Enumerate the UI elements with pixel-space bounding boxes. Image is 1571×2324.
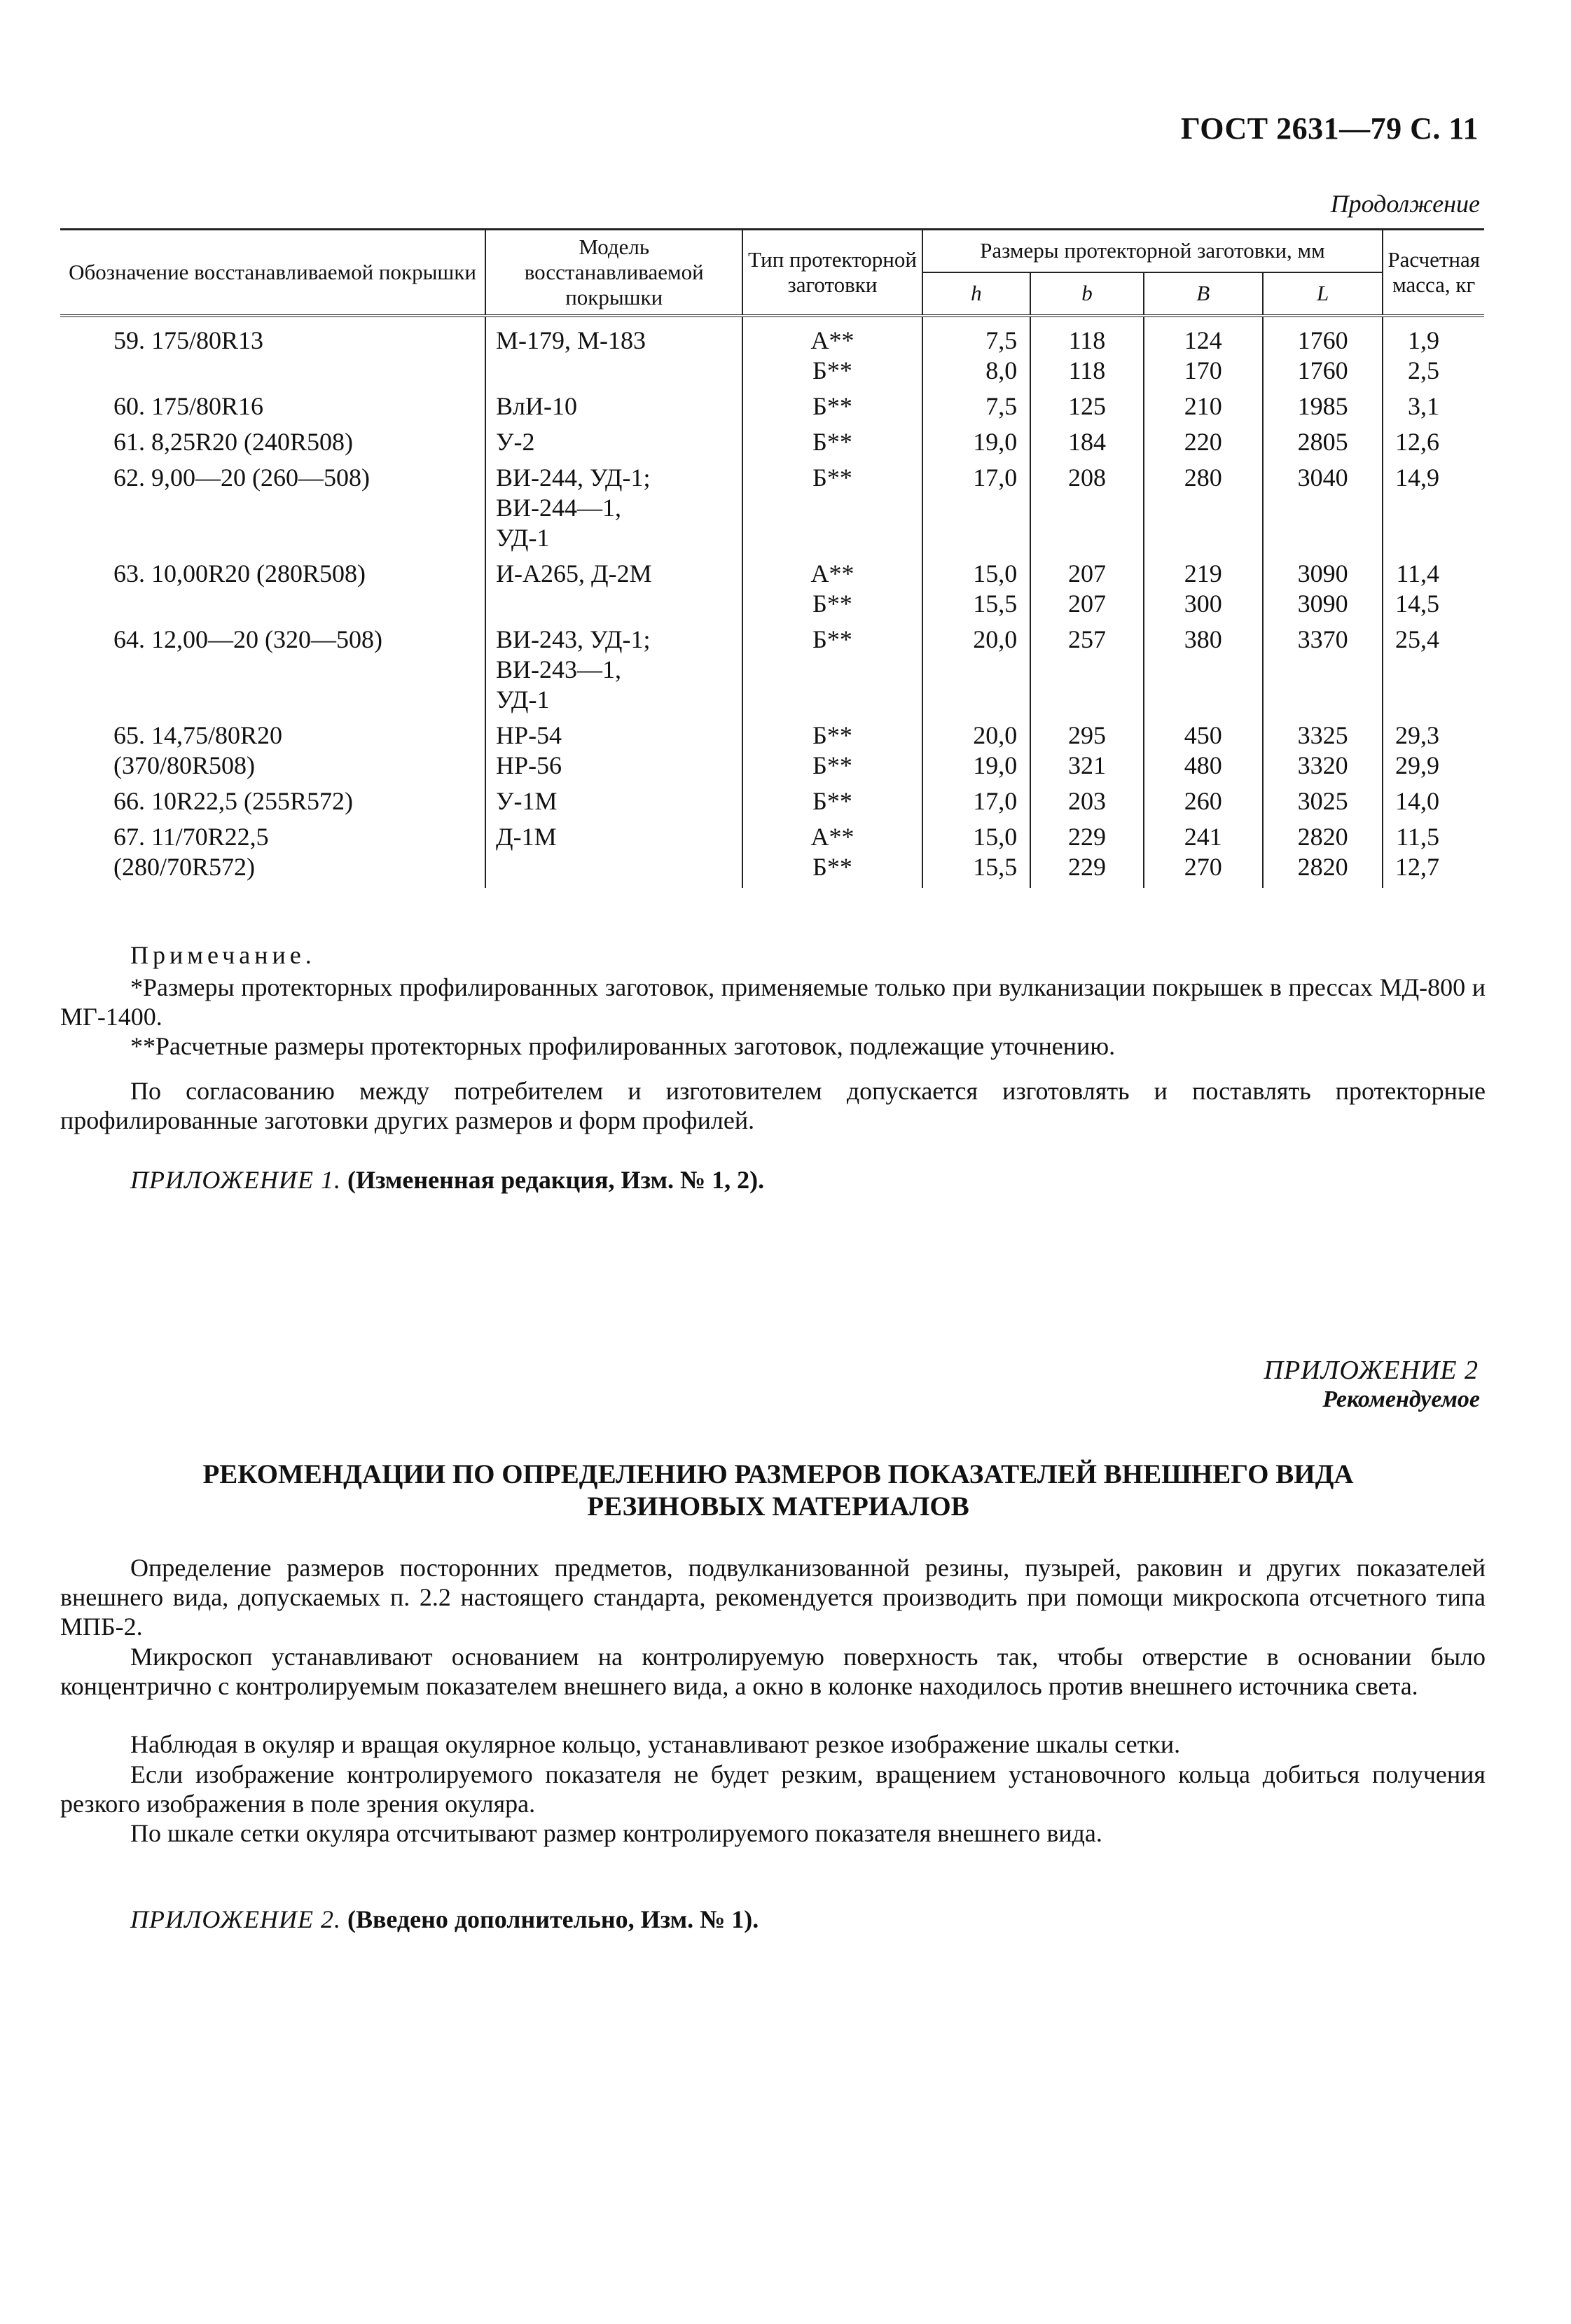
cell-model-line: И-А265, Д-2М: [496, 559, 652, 587]
cell-h: [922, 461, 1031, 557]
cell-B-line: 241: [1184, 823, 1222, 851]
cell-b-line: 118: [1068, 356, 1106, 384]
cell-designation: [60, 718, 485, 784]
cell-h-line: 7,5: [985, 326, 1018, 354]
table-row: [60, 389, 1484, 425]
cell-b: [1030, 316, 1143, 389]
cell-mass: [1383, 461, 1484, 557]
cell-type-line: Б**: [812, 428, 852, 456]
cell-model: [485, 820, 742, 888]
header-B: B: [1144, 272, 1263, 316]
cell-type: [742, 820, 922, 888]
cell-L-line: 3090: [1297, 590, 1348, 618]
cell-designation: [60, 784, 485, 820]
cell-designation: [60, 557, 485, 622]
cell-B: [1144, 718, 1263, 784]
cell-h-line: 17,0: [973, 464, 1018, 492]
cell-h-line: 17,0: [973, 787, 1018, 815]
cell-B-line: 170: [1184, 356, 1222, 384]
cell-L: [1263, 622, 1383, 718]
cell-model: [485, 784, 742, 820]
cell-mass-line: 1,9: [1408, 326, 1439, 354]
cell-h-line: 20,0: [973, 625, 1018, 653]
cell-b-line: 118: [1068, 326, 1106, 354]
cell-designation-line: 62. 9,00—20 (260—508): [113, 464, 370, 492]
appendix1-label: ПРИЛОЖЕНИЕ 1.: [130, 1166, 341, 1194]
cell-L: [1263, 425, 1383, 461]
cell-type: [742, 718, 922, 784]
cell-designation-line: 64. 12,00—20 (320—508): [113, 625, 382, 653]
cell-designation: [60, 316, 485, 389]
cell-model-line: ВлИ-10: [496, 392, 578, 420]
appendix2-status: Рекомендуемое: [1322, 1386, 1480, 1412]
cell-h: [922, 784, 1031, 820]
cell-type: [742, 425, 922, 461]
cell-B-line: 219: [1184, 559, 1222, 587]
cell-L-line: 3025: [1297, 787, 1348, 815]
appendix1-text: (Измененная редакция, Изм. № 1, 2).: [347, 1166, 765, 1194]
cell-b-line: 295: [1067, 721, 1106, 749]
cell-h-line: 15,0: [973, 823, 1018, 851]
appendix2-paragraph-5: По шкале сетки окуляра отсчитывают размер контролируемого показателя внешнего вида.: [130, 1819, 1102, 1847]
cell-type: [742, 557, 922, 622]
cell-L: [1263, 557, 1383, 622]
cell-L: [1263, 461, 1383, 557]
cell-type-line: Б**: [812, 787, 852, 815]
cell-model-line: ВИ-244, УД-1;: [496, 464, 651, 492]
cell-b: [1030, 425, 1143, 461]
cell-b-line: 321: [1067, 751, 1106, 779]
cell-designation: [60, 425, 485, 461]
cell-L-line: 3090: [1297, 559, 1348, 587]
cell-type-line: А**: [810, 823, 854, 851]
cell-h-line: 8,0: [985, 356, 1018, 384]
cell-mass-line: 14,0: [1395, 787, 1439, 815]
cell-type: [742, 784, 922, 820]
cell-h-line: 19,0: [973, 428, 1018, 456]
cell-type: [742, 316, 922, 389]
cell-mass-line: 11,5: [1396, 823, 1439, 851]
cell-b-line: 229: [1067, 823, 1106, 851]
document-header: ГОСТ 2631—79 С. 11: [1180, 111, 1479, 146]
appendix2-title-line1: РЕКОМЕНДАЦИИ ПО ОПРЕДЕЛЕНИЮ РАЗМЕРОВ ПОКАЗАТЕЛЕЙ ВНЕШНЕГО ВИДА: [202, 1459, 1354, 1489]
cell-L-line: 1760: [1297, 356, 1348, 384]
cell-type: [742, 461, 922, 557]
cell-b-line: 207: [1067, 590, 1106, 618]
cell-model-line: У-2: [496, 428, 535, 456]
cell-h: [922, 425, 1031, 461]
cell-mass: [1383, 425, 1484, 461]
cell-mass-line: 29,9: [1395, 751, 1439, 779]
cell-designation-line: (280/70R572): [113, 853, 255, 881]
cell-type-line: Б**: [812, 464, 852, 492]
cell-L: [1263, 718, 1383, 784]
cell-mass: [1383, 557, 1484, 622]
cell-b: [1030, 389, 1143, 425]
cell-mass-line: 12,6: [1395, 428, 1439, 456]
cell-L-line: 3320: [1297, 751, 1348, 779]
cell-model-line: ВИ-244—1,: [496, 494, 622, 522]
agreement-paragraph: По согласованию между потребителем и изготовителем допускается изготовлять и поставлять протекторные профилированные заготовки других размеров и форм профилей.: [60, 1077, 1486, 1134]
cell-b: [1030, 820, 1143, 888]
cell-type-line: Б**: [812, 853, 852, 881]
table-row: [60, 718, 1484, 784]
cell-L-line: 2820: [1297, 853, 1348, 881]
cell-b-line: 208: [1067, 464, 1106, 492]
cell-B-line: 270: [1184, 853, 1222, 881]
cell-b: [1030, 461, 1143, 557]
table-row: [60, 316, 1484, 389]
header-L: L: [1263, 272, 1383, 316]
cell-L-line: 3325: [1297, 721, 1348, 749]
cell-type-line: Б**: [812, 392, 852, 420]
cell-model: [485, 389, 742, 425]
note-title: Примечание.: [130, 941, 316, 969]
table-row: [60, 461, 1484, 557]
cell-model-line: НР-56: [496, 751, 562, 779]
cell-mass-line: 2,5: [1408, 356, 1439, 384]
appendix2-paragraph-2: Микроскоп устанавливают основанием на контролируемую поверхность так, чтобы отверстие в основании было концентрично с контролируемым показателем внешнего вида, а окно в колонке находилось против внешнего источника света.: [60, 1643, 1486, 1700]
cell-B: [1144, 389, 1263, 425]
cell-h: [922, 622, 1031, 718]
cell-h: [922, 820, 1031, 888]
cell-model-line: УД-1: [496, 524, 550, 552]
appendix2-ref-text: (Введено дополнительно, Изм. № 1).: [347, 1905, 759, 1933]
cell-L-line: 3370: [1297, 625, 1348, 653]
cell-model: [485, 461, 742, 557]
cell-L: [1263, 784, 1383, 820]
cell-designation-line: 61. 8,25R20 (240R508): [113, 428, 353, 456]
table-row: [60, 425, 1484, 461]
cell-model: [485, 622, 742, 718]
header-type: Тип протекторной заготовки: [742, 230, 922, 316]
cell-type-line: А**: [810, 559, 854, 587]
cell-b-line: 229: [1067, 853, 1106, 881]
cell-B-line: 220: [1184, 428, 1222, 456]
cell-type: [742, 389, 922, 425]
cell-model: [485, 718, 742, 784]
cell-mass: [1383, 316, 1484, 389]
cell-B: [1144, 425, 1263, 461]
cell-B-line: 210: [1184, 392, 1222, 420]
cell-mass: [1383, 622, 1484, 718]
cell-mass-line: 11,4: [1396, 559, 1439, 587]
cell-designation-line: 59. 175/80R13: [113, 326, 264, 354]
appendix2-paragraph-4: Если изображение контролируемого показателя не будет резким, вращением установочного кольца добиться получения резкого изображения в поле зрения окуляра.: [60, 1760, 1486, 1818]
cell-b: [1030, 622, 1143, 718]
cell-designation-line: 67. 11/70R22,5: [113, 823, 269, 851]
appendix2-title-line2: РЕЗИНОВЫХ МАТЕРИАЛОВ: [587, 1491, 969, 1522]
cell-L-line: 2820: [1297, 823, 1348, 851]
cell-type-line: А**: [810, 326, 854, 354]
cell-B: [1144, 316, 1263, 389]
cell-B-line: 480: [1184, 751, 1222, 779]
cell-h-line: 15,5: [973, 853, 1018, 881]
header-model: Модель восстанавливаемой покрышки: [485, 230, 742, 316]
header-mass: Расчетная масса, кг: [1383, 230, 1484, 316]
cell-designation-line: 66. 10R22,5 (255R572): [113, 787, 353, 815]
cell-mass-line: 3,1: [1408, 392, 1439, 420]
cell-B-line: 450: [1184, 721, 1222, 749]
cell-model-line: ВИ-243, УД-1;: [496, 625, 651, 653]
table-row: [60, 557, 1484, 622]
cell-h: [922, 557, 1031, 622]
cell-h-line: 20,0: [973, 721, 1018, 749]
cell-type-line: Б**: [812, 751, 852, 779]
cell-B-line: 124: [1184, 326, 1222, 354]
cell-B-line: 260: [1184, 787, 1222, 815]
cell-type-line: Б**: [812, 590, 852, 618]
cell-model-line: ВИ-243—1,: [496, 655, 622, 683]
cell-L-line: 1760: [1297, 326, 1348, 354]
cell-designation-line: (370/80R508): [113, 751, 255, 779]
appendix2-label: ПРИЛОЖЕНИЕ 2: [1264, 1356, 1479, 1385]
cell-model-line: Д-1М: [496, 823, 557, 851]
note-single-star: *Размеры протекторных профилированных заготовок, применяемые только при вулканизации покрышек в прессах МД-800 и МГ-1400.: [60, 973, 1486, 1031]
cell-B-line: 380: [1184, 625, 1222, 653]
cell-mass: [1383, 389, 1484, 425]
cell-L-line: 3040: [1297, 464, 1348, 492]
note-double-star: **Расчетные размеры протекторных профилированных заготовок, подлежащие уточнению.: [130, 1032, 1116, 1060]
cell-b-line: 203: [1067, 787, 1106, 815]
cell-B: [1144, 461, 1263, 557]
cell-designation: [60, 389, 485, 425]
cell-designation-line: 60. 175/80R16: [113, 392, 264, 420]
cell-type-line: Б**: [812, 721, 852, 749]
cell-model-line: УД-1: [496, 686, 550, 714]
continuation-label: Продолжение: [1330, 190, 1480, 218]
cell-mass-line: 14,9: [1395, 464, 1439, 492]
cell-B-line: 300: [1184, 590, 1222, 618]
cell-b: [1030, 784, 1143, 820]
cell-b-line: 125: [1067, 392, 1106, 420]
table-row: [60, 820, 1484, 888]
cell-b-line: 257: [1067, 625, 1106, 653]
cell-b-line: 207: [1067, 559, 1106, 587]
cell-h: [922, 718, 1031, 784]
appendix2-paragraph-3: Наблюдая в окуляр и вращая окулярное кольцо, устанавливают резкое изображение шкалы сетки.: [130, 1730, 1181, 1758]
appendix2-ref-label: ПРИЛОЖЕНИЕ 2.: [130, 1905, 341, 1933]
cell-model: [485, 425, 742, 461]
header-dimensions: Размеры протекторной заготовки, мм: [922, 230, 1383, 272]
cell-type-line: Б**: [812, 356, 852, 384]
cell-b: [1030, 557, 1143, 622]
cell-designation-line: 65. 14,75/80R20: [113, 721, 283, 749]
cell-designation-line: 63. 10,00R20 (280R508): [113, 559, 366, 587]
cell-type: [742, 622, 922, 718]
table-row: [60, 622, 1484, 718]
cell-model: [485, 316, 742, 389]
cell-h-line: 7,5: [985, 392, 1018, 420]
cell-L-line: 2805: [1297, 428, 1348, 456]
cell-model-line: У-1М: [496, 787, 558, 815]
cell-model-line: НР-54: [496, 721, 562, 749]
cell-b: [1030, 718, 1143, 784]
cell-mass: [1383, 784, 1484, 820]
header-h: h: [922, 272, 1031, 316]
cell-b-line: 184: [1067, 428, 1106, 456]
cell-mass-line: 29,3: [1395, 721, 1439, 749]
cell-L: [1263, 820, 1383, 888]
cell-designation: [60, 461, 485, 557]
appendix2-reference: [130, 1905, 759, 1934]
header-designation: Обозначение восстанавливаемой покрышки: [60, 230, 485, 316]
header-b: b: [1030, 272, 1143, 316]
cell-designation: [60, 820, 485, 888]
cell-h: [922, 316, 1031, 389]
table-row: [60, 784, 1484, 820]
cell-designation: [60, 622, 485, 718]
cell-B: [1144, 820, 1263, 888]
cell-h: [922, 389, 1031, 425]
cell-L: [1263, 389, 1383, 425]
cell-h-line: 15,5: [973, 590, 1018, 618]
cell-h-line: 15,0: [973, 559, 1018, 587]
cell-mass: [1383, 820, 1484, 888]
tread-dimensions-table: [60, 228, 1484, 888]
cell-model-line: М-179, М-183: [496, 326, 646, 354]
cell-L: [1263, 316, 1383, 389]
cell-mass-line: 14,5: [1395, 590, 1439, 618]
cell-h-line: 19,0: [973, 751, 1018, 779]
cell-model: [485, 557, 742, 622]
cell-B-line: 280: [1184, 464, 1222, 492]
cell-mass: [1383, 718, 1484, 784]
cell-mass-line: 25,4: [1395, 625, 1439, 653]
cell-L-line: 1985: [1297, 392, 1348, 420]
cell-B: [1144, 622, 1263, 718]
appendix2-title: [130, 1459, 1426, 1523]
appendix1-reference: [130, 1165, 764, 1195]
cell-B: [1144, 784, 1263, 820]
cell-B: [1144, 557, 1263, 622]
appendix2-paragraph-1: Определение размеров посторонних предметов, подвулканизованной резины, пузырей, раковин и других показателей внешнего вида, допускаемых п. 2.2 настоящего стандарта, рекомендуется производить при помощи микроскопа отсчетного типа МПБ-2.: [60, 1554, 1486, 1641]
cell-mass-line: 12,7: [1395, 853, 1439, 881]
cell-type-line: Б**: [812, 625, 852, 653]
